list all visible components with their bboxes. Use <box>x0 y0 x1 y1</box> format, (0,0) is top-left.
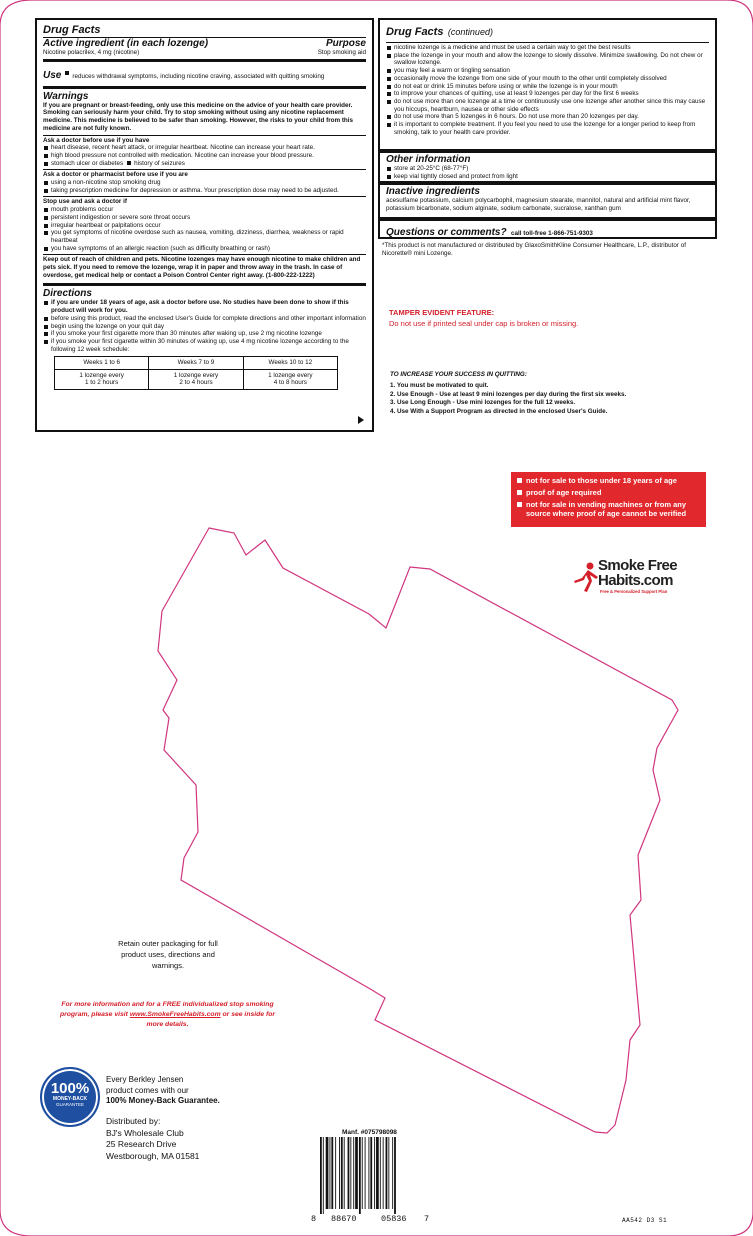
active-ingredient-purpose: Stop smoking aid <box>317 49 366 56</box>
barcode <box>319 1137 420 1214</box>
continued-direction-item: place the lozenge in your mouth and allow the lozenge to slowly dissolve. Minimize swallowing. Do not chew or swallow lozenge. <box>386 52 709 67</box>
quitting-tips <box>390 371 710 416</box>
barcode-bar <box>350 1137 351 1209</box>
drug-facts-continued-title: Drug Facts <box>386 26 444 38</box>
directions-item: if you are under 18 years of age, ask a doctor before use. No studies have been done to show if this product will work for you. <box>43 299 366 314</box>
ask-pharmacist-item: using a non-nicotine stop smoking drug <box>43 179 366 187</box>
ask-pharmacist-item: taking prescription medicine for depression or asthma. Your prescription dose may need to be adjusted. <box>43 187 366 195</box>
barcode-bar <box>355 1137 358 1209</box>
logo-line-2: Habits.com <box>598 572 673 589</box>
barcode-bar <box>386 1137 388 1209</box>
questions-header: Questions or comments? <box>386 227 507 238</box>
continued-arrow-icon <box>358 416 364 424</box>
barcode-bar <box>326 1137 329 1209</box>
directions-header: Directions <box>43 288 92 300</box>
barcode-bar <box>323 1137 324 1214</box>
stop-use-item: irregular heartbeat or palpitations occur <box>43 222 366 230</box>
barcode-bar <box>330 1137 331 1209</box>
stop-use-item: you have symptoms of an allergic reaction (such as difficulty breathing or rash) <box>43 245 366 253</box>
other-info-item: store at 20-25°C (68-77°F) <box>386 165 709 173</box>
quitting-tip: 3. Use Long Enough - Use mini lozenges for the full 12 weeks. <box>390 399 576 406</box>
schedule-cell: 1 lozenge every 2 to 4 hours <box>149 369 243 389</box>
quitting-tips-header: TO INCREASE YOUR SUCCESS IN QUITTING: <box>390 371 527 378</box>
drug-facts-continued-panel: Drug Facts (continued) nicotine lozenge is a medicine and must be used a certain way to get the best results place the lozenge in your mouth and allow the lozenge to slowly dissolve. Minimize swallowing. Do not chew or swallow lozenge. you may feel a warm or tingling sensation occasionally move the lozenge from one side of your mouth to the other until completely dissolved do not eat or drink 15 minutes before using or while the lozenge is in your mouth to improve your chances of quitting, use at least 9 lozenges per day for the first 6 weeks do not use more than one lozenge at a time or continuously use one lozenge after another since this may cause you hiccups, heartburn, nausea or other side effects do not use more than 5 lozenges in 6 hours. Do not use more than 20 lozenges per day. it is important to complete treatment. If you feel you need to use the lozenge for a longer period to keep from smoking, talk to your health care provider. <box>378 18 717 151</box>
vial-window-outline <box>158 528 678 1133</box>
active-ingredient-header: Active ingredient (in each lozenge) <box>43 38 209 49</box>
print-code: AA542 D3 S1 <box>622 1217 668 1224</box>
money-back-seal: 100% MONEY-BACK GUARANTEE <box>40 1067 100 1127</box>
age-restriction-item: proof of age required <box>517 488 700 497</box>
barcode-bar <box>370 1137 372 1209</box>
barcode-bar <box>335 1137 336 1209</box>
directions-item: if you smoke your first cigarette more than 30 minutes after waking up, use 2 mg nicotine lozenge <box>43 330 366 338</box>
schedule-cell: 1 lozenge every 4 to 8 hours <box>243 369 337 389</box>
distributor-info: Distributed by: BJ's Wholesale Club 25 Research Drive Westborough, MA 01581 <box>106 1116 200 1161</box>
smokefreehabits-logo <box>570 555 710 601</box>
logo-line-1: Smoke Free <box>598 557 678 574</box>
questions-panel <box>378 219 717 239</box>
use-text: reduces withdrawal symptoms, including nicotine craving, associated with quitting smoking <box>72 72 325 80</box>
barcode-bar <box>368 1137 369 1209</box>
schedule-header-cell: Weeks 1 to 6 <box>55 357 149 370</box>
tamper-text: Do not use if printed seal under cap is broken or missing. <box>389 319 579 328</box>
purpose-header: Purpose <box>325 38 366 49</box>
barcode-bar <box>374 1137 375 1209</box>
barcode-bar <box>344 1137 345 1209</box>
ask-pharmacist-header: Ask a doctor or pharmacist before use if you are <box>43 171 188 179</box>
active-ingredient-item: Nicotine polacrilex, 4 mg (nicotine) <box>43 49 140 56</box>
age-restriction-item: not for sale to those under 18 years of age <box>517 476 700 485</box>
logo-tagline: Free & Personalized Support Plan <box>600 589 668 594</box>
retain-packaging-note: Retain outer packaging for full product uses, directions and warnings. <box>118 939 218 970</box>
drug-facts-title: Drug Facts <box>43 24 101 36</box>
age-restriction-box <box>511 472 706 527</box>
more-info-note: For more information and for a FREE individualized stop smoking program, please visit www.SmokeFreeHabits.com or see inside for more details. <box>59 1001 276 1028</box>
barcode-bar <box>348 1137 350 1209</box>
ask-doctor-item: heart disease, recent heart attack, or irregular heartbeat. Nicotine can increase your heart rate. <box>43 144 366 152</box>
ask-doctor-inline: stomach ulcer or diabetes <box>51 159 124 167</box>
other-info-header: Other information <box>386 154 471 165</box>
inactive-header: Inactive ingredients <box>386 186 480 197</box>
barcode-bar <box>362 1137 363 1209</box>
barcode-bar <box>380 1137 381 1209</box>
schedule-cell: 1 lozenge every 1 to 2 hours <box>55 369 149 389</box>
age-restriction-item: not for sale in vending machines or from any source where proof of age cannot be verified <box>517 500 700 518</box>
stop-use-item: mouth problems occur <box>43 206 366 214</box>
schedule-header-cell: Weeks 10 to 12 <box>243 357 337 370</box>
keep-out-of-reach: Keep out of reach of children and pets. Nicotine lozenges may have enough nicotine to make children and pets sick. If you need to remove the lozenge, wrap it in paper and throw away in the trash. In case of overdose, get medical help or contact a Poison Control Center right away. (1-800-222-1222) <box>43 256 361 279</box>
barcode-digit: 7 <box>424 1214 430 1224</box>
continued-direction-item: to improve your chances of quitting, use at least 9 lozenges per day for the first 6 weeks <box>386 90 709 98</box>
continued-direction-item: do not use more than one lozenge at a time or continuously use one lozenge after another since this may cause you hiccups, heartburn, nausea or other side effects <box>386 98 709 113</box>
manufacturer-number: Manf. #075798098 <box>342 1129 397 1136</box>
barcode-digit: 8 <box>311 1214 317 1224</box>
continued-direction-item: you may feel a warm or tingling sensation <box>386 67 709 75</box>
continued-direction-item: it is important to complete treatment. If you feel you need to use the lozenge for a longer period to keep from smoking, talk to your health care provider. <box>386 121 709 136</box>
continued-direction-item: do not eat or drink 15 minutes before using or while the lozenge is in your mouth <box>386 83 709 91</box>
disclaimer: *This product is not manufactured or distributed by GlaxoSmithKline Consumer Healthcare, L.P., distributor of Nicorette® mini Lozenge. <box>382 242 687 257</box>
barcode-bar <box>341 1137 343 1209</box>
guarantee-text: Every Berkley Jensen product comes with our 100% Money-Back Guarantee. <box>106 1075 220 1105</box>
other-information-panel <box>378 151 717 183</box>
quitting-tip: 1. You must be motivated to quit. <box>390 382 489 389</box>
use-header: Use <box>43 69 62 81</box>
barcode-digit: 05836 <box>381 1214 407 1224</box>
barcode-bar <box>331 1137 333 1209</box>
schedule-header-cell: Weeks 7 to 9 <box>149 357 243 370</box>
stop-use-item: you get symptoms of nicotine overdose such as nausea, vomiting, dizziness, diarrhea, weakness or rapid heartbeat <box>43 229 366 244</box>
website-link[interactable]: www.SmokeFreeHabits.com <box>129 1011 221 1018</box>
dosage-schedule-table <box>54 356 338 390</box>
barcode-bar <box>388 1137 389 1209</box>
continued-direction-item: occasionally move the lozenge from one side of your mouth to the other until completely dissolved <box>386 75 709 83</box>
questions-phone: call toll-free 1-866-751-9303 <box>511 230 593 237</box>
ask-doctor-header: Ask a doctor before use if you have <box>43 136 150 144</box>
directions-item: begin using the lozenge on your quit day <box>43 323 366 331</box>
quitting-tip: 4. Use With a Support Program as directed in the enclosed User's Guide. <box>390 407 608 415</box>
inactive-ingredients-panel <box>378 183 717 219</box>
directions-item: if you smoke your first cigarette within 30 minutes of waking up, use 4 mg nicotine lozenge according to the following 12 week schedule: <box>43 338 366 353</box>
drug-facts-panel <box>35 18 374 432</box>
barcode-digit: 88670 <box>331 1214 357 1224</box>
other-info-item: keep vial tightly closed and protect from light <box>386 173 709 181</box>
barcode-bar <box>365 1137 366 1209</box>
barcode-bar <box>376 1137 379 1209</box>
ask-doctor-inline: history of seizures <box>134 159 185 167</box>
barcode-bar <box>353 1137 354 1209</box>
barcode-bar <box>339 1137 340 1209</box>
inactive-text: acesulfame potassium, calcium polycarbophil, magnesium stearate, mannitol, natural and artificial mint flavor, potassium bicarbonate, sodium alginate, sodium carbonate, sucralose, xanthan gum <box>386 197 691 212</box>
continued-direction-item: do not use more than 5 lozenges in 6 hours. Do not use more than 20 lozenges per day. <box>386 113 709 121</box>
barcode-bar <box>394 1137 396 1214</box>
barcode-bar <box>320 1137 322 1214</box>
warnings-header: Warnings <box>43 90 89 102</box>
ask-doctor-item: high blood pressure not controlled with medication. Nicotine can increase your blood pressure. <box>43 152 366 160</box>
barcode-bar <box>383 1137 384 1209</box>
directions-item: before using this product, read the enclosed User's Guide for complete directions and other important information <box>43 315 366 323</box>
stop-use-item: persistent indigestion or severe sore throat occurs <box>43 214 366 222</box>
warnings-intro: If you are pregnant or breast-feeding, only use this medicine on the advice of your health care provider. Smoking can seriously harm your child. Try to stop smoking without using any nicotine replacement medicine. This medicine is believed to be safer than smoking. However, the risks to your child from this medicine are not fully known. <box>43 101 354 132</box>
quitting-tip: 2. Use Enough - Use at least 9 mini lozenges per day during the first six weeks. <box>390 390 627 398</box>
barcode-bar <box>392 1137 393 1209</box>
tamper-header: TAMPER EVIDENT FEATURE: <box>389 308 495 317</box>
stop-use-header: Stop use and ask a doctor if <box>43 198 127 206</box>
barcode-bar <box>359 1137 361 1214</box>
continued-direction-item: nicotine lozenge is a medicine and must be used a certain way to get the best results <box>386 44 709 52</box>
